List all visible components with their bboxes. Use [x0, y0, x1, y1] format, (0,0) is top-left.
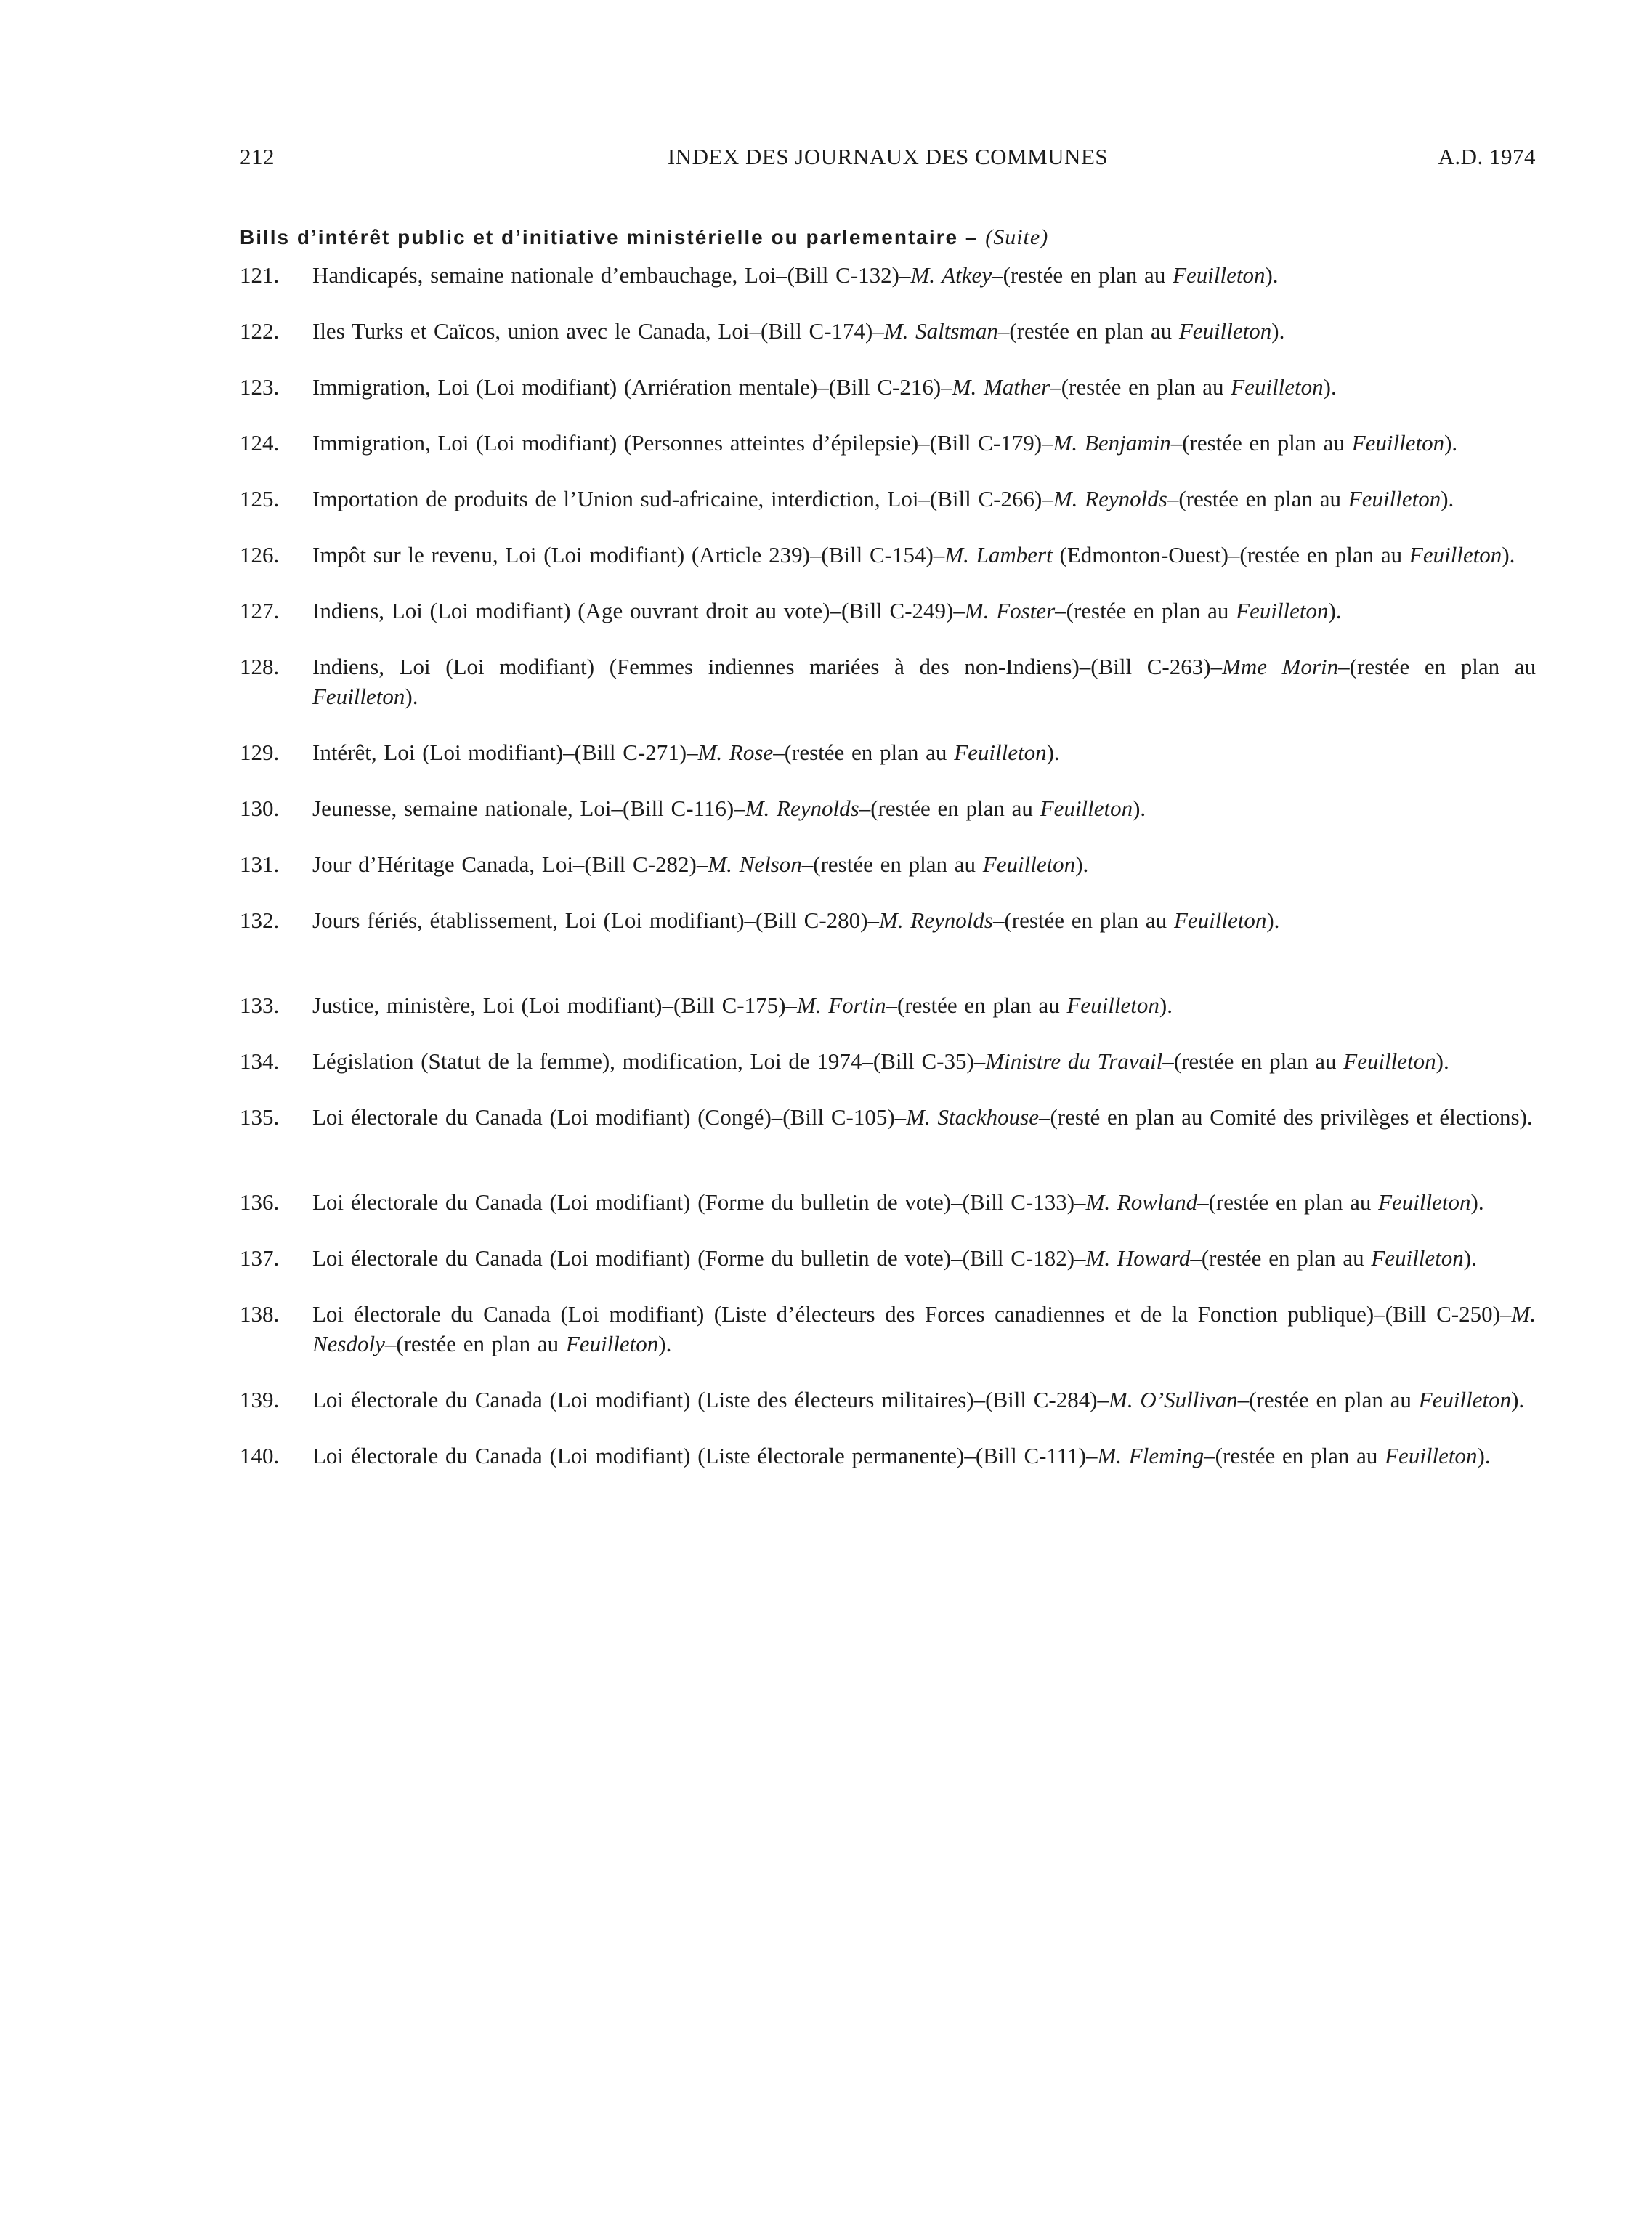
- entry-text: [312, 540, 1536, 570]
- bill-status: –(restée en plan au: [1197, 1189, 1379, 1215]
- feuilleton-ref: Feuilleton: [1040, 796, 1133, 821]
- entry-number: 129.: [240, 740, 280, 765]
- list-item: [240, 1102, 1536, 1132]
- entry-number: 123.: [240, 374, 280, 400]
- page-year: A.D. 1974: [1438, 144, 1536, 169]
- sponsor-name: M. Foster: [964, 598, 1056, 623]
- bill-status: –(restée en plan au: [1162, 1048, 1344, 1074]
- entry-text: [312, 1046, 1536, 1076]
- entry-end: ).: [1477, 1443, 1491, 1468]
- entry-text: [312, 990, 1536, 1020]
- sponsor-name: M. Nelson: [708, 851, 802, 877]
- bill-title: Jours fériés, établissement, Loi (Loi modifiant)–(Bill C-280)–: [312, 907, 879, 933]
- entry-text: [312, 484, 1536, 514]
- bill-title: Loi électorale du Canada (Loi modifiant) (Forme du bulletin de vote)–(Bill C-133)–: [312, 1189, 1086, 1215]
- bill-status: –(restée en plan au: [1338, 654, 1536, 679]
- sponsor-name: M. Saltsman: [883, 318, 998, 344]
- entry-end: ).: [1470, 1189, 1484, 1215]
- entry-end: ).: [1159, 992, 1173, 1018]
- list-item: [240, 428, 1536, 458]
- bill-title: Loi électorale du Canada (Loi modifiant) (Liste d’électeurs des Forces canadiennes et de la Fonction publique)–(Bill C-250)–: [312, 1301, 1512, 1327]
- list-item: [240, 1385, 1536, 1415]
- bill-status: –(resté en plan au Comité des privilèges et élections).: [1038, 1104, 1533, 1130]
- list-item: [240, 793, 1536, 823]
- list-item: [240, 540, 1536, 570]
- bill-title: Loi électorale du Canada (Loi modifiant) (Congé)–(Bill C-105)–: [312, 1104, 907, 1130]
- feuilleton-ref: Feuilleton: [1409, 542, 1502, 567]
- bill-title: Iles Turks et Caïcos, union avec le Canada, Loi–(Bill C-174)–: [312, 318, 884, 344]
- feuilleton-ref: Feuilleton: [1343, 1048, 1436, 1074]
- list-item: [240, 737, 1536, 767]
- entry-number: 139.: [240, 1387, 280, 1412]
- feuilleton-ref: Feuilleton: [1348, 486, 1441, 511]
- feuilleton-ref: Feuilleton: [1351, 430, 1445, 456]
- entry-end: ).: [1046, 740, 1060, 765]
- list-item: [240, 372, 1536, 402]
- entry-text: [312, 316, 1536, 346]
- feuilleton-ref: Feuilleton: [565, 1331, 659, 1356]
- entry-text: [312, 652, 1536, 711]
- feuilleton-ref: Feuilleton: [1371, 1245, 1464, 1271]
- bill-title: Législation (Statut de la femme), modification, Loi de 1974–(Bill C-35)–: [312, 1048, 986, 1074]
- entry-number: 140.: [240, 1443, 280, 1468]
- bill-status: –(restée en plan au: [886, 992, 1067, 1018]
- entry-text: [312, 596, 1536, 626]
- entry-end: ).: [1511, 1387, 1525, 1412]
- list-item: [240, 1441, 1536, 1471]
- bill-status: –(restée en plan au: [1190, 1245, 1372, 1271]
- feuilleton-ref: Feuilleton: [312, 684, 405, 709]
- bill-title: Jeunesse, semaine nationale, Loi–(Bill C-116)–: [312, 796, 745, 821]
- sponsor-name: M. Rowland: [1085, 1189, 1198, 1215]
- entry-number: 132.: [240, 907, 280, 933]
- sponsor-name: M. Reynolds: [1053, 486, 1167, 511]
- section-heading: [240, 225, 1536, 250]
- sponsor-name: M. Reynolds: [745, 796, 859, 821]
- bill-title: Loi électorale du Canada (Loi modifiant) (Forme du bulletin de vote)–(Bill C-182)–: [312, 1245, 1086, 1271]
- sponsor-name: Ministre du Travail: [985, 1048, 1163, 1074]
- entry-text: [312, 849, 1536, 879]
- bill-status: (Edmonton-Ouest)–(restée en plan au: [1052, 542, 1409, 567]
- bill-status: –(restée en plan au: [801, 851, 983, 877]
- bill-status: –(restée en plan au: [1167, 486, 1348, 511]
- entry-text: [312, 1299, 1536, 1359]
- entry-number: 121.: [240, 262, 280, 288]
- list-item: [240, 596, 1536, 626]
- entry-text: [312, 1102, 1536, 1132]
- sponsor-name: M. Atkey: [910, 262, 992, 288]
- entry-end: ).: [658, 1331, 672, 1356]
- entry-number: 138.: [240, 1301, 280, 1327]
- entry-number: 125.: [240, 486, 280, 511]
- entry-number: 128.: [240, 654, 280, 679]
- entry-end: ).: [1328, 598, 1342, 623]
- bill-status: –(restée en plan au: [1170, 430, 1352, 456]
- section-suite: (Suite): [985, 225, 1049, 249]
- entry-text: [312, 1243, 1536, 1273]
- bill-status: –(restée en plan au: [773, 740, 955, 765]
- list-item: [240, 1243, 1536, 1273]
- entry-text: [312, 737, 1536, 767]
- feuilleton-ref: Feuilleton: [1378, 1189, 1471, 1215]
- entry-end: ).: [1075, 851, 1089, 877]
- page-header: [240, 144, 1536, 180]
- list-item: [240, 849, 1536, 879]
- bill-title: Loi électorale du Canada (Loi modifiant) (Liste électorale permanente)–(Bill C-111)–: [312, 1443, 1098, 1468]
- page-number: 212: [240, 144, 275, 169]
- sponsor-name: M. Nesdoly: [312, 1301, 1536, 1356]
- feuilleton-ref: Feuilleton: [1173, 262, 1266, 288]
- bill-status: –(restée en plan au: [1237, 1387, 1419, 1412]
- entry-number: 131.: [240, 851, 280, 877]
- entry-end: ).: [1133, 796, 1146, 821]
- sponsor-name: M. Benjamin: [1053, 430, 1171, 456]
- bill-title: Indiens, Loi (Loi modifiant) (Age ouvrant droit au vote)–(Bill C-249)–: [312, 598, 965, 623]
- sponsor-name: M. Stackhouse: [906, 1104, 1039, 1130]
- sponsor-name: M. Howard: [1085, 1245, 1191, 1271]
- bill-status: –(restée en plan au: [859, 796, 1040, 821]
- entry-number: 136.: [240, 1189, 280, 1215]
- entry-text: [312, 372, 1536, 402]
- entry-number: 122.: [240, 318, 280, 344]
- entry-end: ).: [1441, 486, 1454, 511]
- entry-number: 133.: [240, 992, 280, 1018]
- list-item: [240, 316, 1536, 346]
- entry-end: ).: [1323, 374, 1337, 400]
- sponsor-name: M. Mather: [952, 374, 1050, 400]
- feuilleton-ref: Feuilleton: [982, 851, 1076, 877]
- bill-title: Immigration, Loi (Loi modifiant) (Personnes atteintes d’épilepsie)–(Bill C-179)–: [312, 430, 1053, 456]
- list-item: [240, 652, 1536, 711]
- sponsor-name: M. Rose: [697, 740, 774, 765]
- entry-number: 130.: [240, 796, 280, 821]
- sponsor-name: Mme Morin: [1222, 654, 1339, 679]
- list-item: [240, 990, 1536, 1020]
- entry-text: [312, 1385, 1536, 1415]
- entry-text: [312, 793, 1536, 823]
- feuilleton-ref: Feuilleton: [1231, 374, 1324, 400]
- entry-end: ).: [405, 684, 418, 709]
- section-heading-text: Bills d’intérêt public et d’initiative ministérielle ou parlementaire –: [240, 226, 979, 248]
- bill-title: Importation de produits de l’Union sud-africaine, interdiction, Loi–(Bill C-266)–: [312, 486, 1053, 511]
- bill-title: Intérêt, Loi (Loi modifiant)–(Bill C-271)–: [312, 740, 698, 765]
- list-item: [240, 1187, 1536, 1217]
- entry-text: [312, 905, 1536, 935]
- entry-end: ).: [1266, 907, 1280, 933]
- bill-title: Loi électorale du Canada (Loi modifiant) (Liste des électeurs militaires)–(Bill C-284)–: [312, 1387, 1109, 1412]
- entry-text: [312, 260, 1536, 290]
- feuilleton-ref: Feuilleton: [1066, 992, 1159, 1018]
- bill-title: Jour d’Héritage Canada, Loi–(Bill C-282)–: [312, 851, 708, 877]
- bill-title: Justice, ministère, Loi (Loi modifiant)–(Bill C-175)–: [312, 992, 797, 1018]
- bill-title: Impôt sur le revenu, Loi (Loi modifiant) (Article 239)–(Bill C-154)–: [312, 542, 945, 567]
- bill-title: Indiens, Loi (Loi modifiant) (Femmes indiennes mariées à des non-Indiens)–(Bill C-263)–: [312, 654, 1223, 679]
- entry-text: [312, 1187, 1536, 1217]
- sponsor-name: M. Fortin: [796, 992, 886, 1018]
- feuilleton-ref: Feuilleton: [1418, 1387, 1512, 1412]
- entry-number: 126.: [240, 542, 280, 567]
- sponsor-name: M. Reynolds: [878, 907, 993, 933]
- bill-title: Immigration, Loi (Loi modifiant) (Arriération mentale)–(Bill C-216)–: [312, 374, 952, 400]
- entry-number: 135.: [240, 1104, 280, 1130]
- feuilleton-ref: Feuilleton: [954, 740, 1047, 765]
- list-item: [240, 484, 1536, 514]
- feuilleton-ref: Feuilleton: [1385, 1443, 1478, 1468]
- list-item: [240, 260, 1536, 290]
- bill-status: –(restée en plan au: [1055, 598, 1236, 623]
- entry-number: 127.: [240, 598, 280, 623]
- entry-end: ).: [1444, 430, 1458, 456]
- bill-status: –(restée en plan au: [992, 907, 1174, 933]
- entry-end: ).: [1463, 1245, 1477, 1271]
- list-item: [240, 1046, 1536, 1076]
- bill-status: –(restée en plan au: [384, 1331, 566, 1356]
- bill-title: Handicapés, semaine nationale d’embauchage, Loi–(Bill C-132)–: [312, 262, 911, 288]
- entry-end: ).: [1271, 318, 1285, 344]
- feuilleton-ref: Feuilleton: [1173, 907, 1267, 933]
- sponsor-name: M. O’Sullivan: [1109, 1387, 1238, 1412]
- sponsor-name: M. Lambert: [944, 542, 1053, 567]
- bill-status: –(restée en plan au: [992, 262, 1173, 288]
- feuilleton-ref: Feuilleton: [1236, 598, 1329, 623]
- bill-status: –(restée en plan au: [1050, 374, 1231, 400]
- entry-end: ).: [1502, 542, 1515, 567]
- list-item: [240, 1299, 1536, 1359]
- entry-text: [312, 1441, 1536, 1471]
- entry-number: 137.: [240, 1245, 280, 1271]
- bill-status: –(restée en plan au: [1204, 1443, 1385, 1468]
- bill-status: –(restée en plan au: [997, 318, 1179, 344]
- sponsor-name: M. Fleming: [1097, 1443, 1204, 1468]
- entry-end: ).: [1436, 1048, 1449, 1074]
- page-title: INDEX DES JOURNAUX DES COMMUNES: [667, 144, 1109, 169]
- entry-text: [312, 428, 1536, 458]
- entry-end: ).: [1265, 262, 1279, 288]
- feuilleton-ref: Feuilleton: [1178, 318, 1272, 344]
- entry-number: 124.: [240, 430, 280, 456]
- entry-number: 134.: [240, 1048, 280, 1074]
- entry-list: [240, 260, 1536, 1497]
- list-item: [240, 905, 1536, 935]
